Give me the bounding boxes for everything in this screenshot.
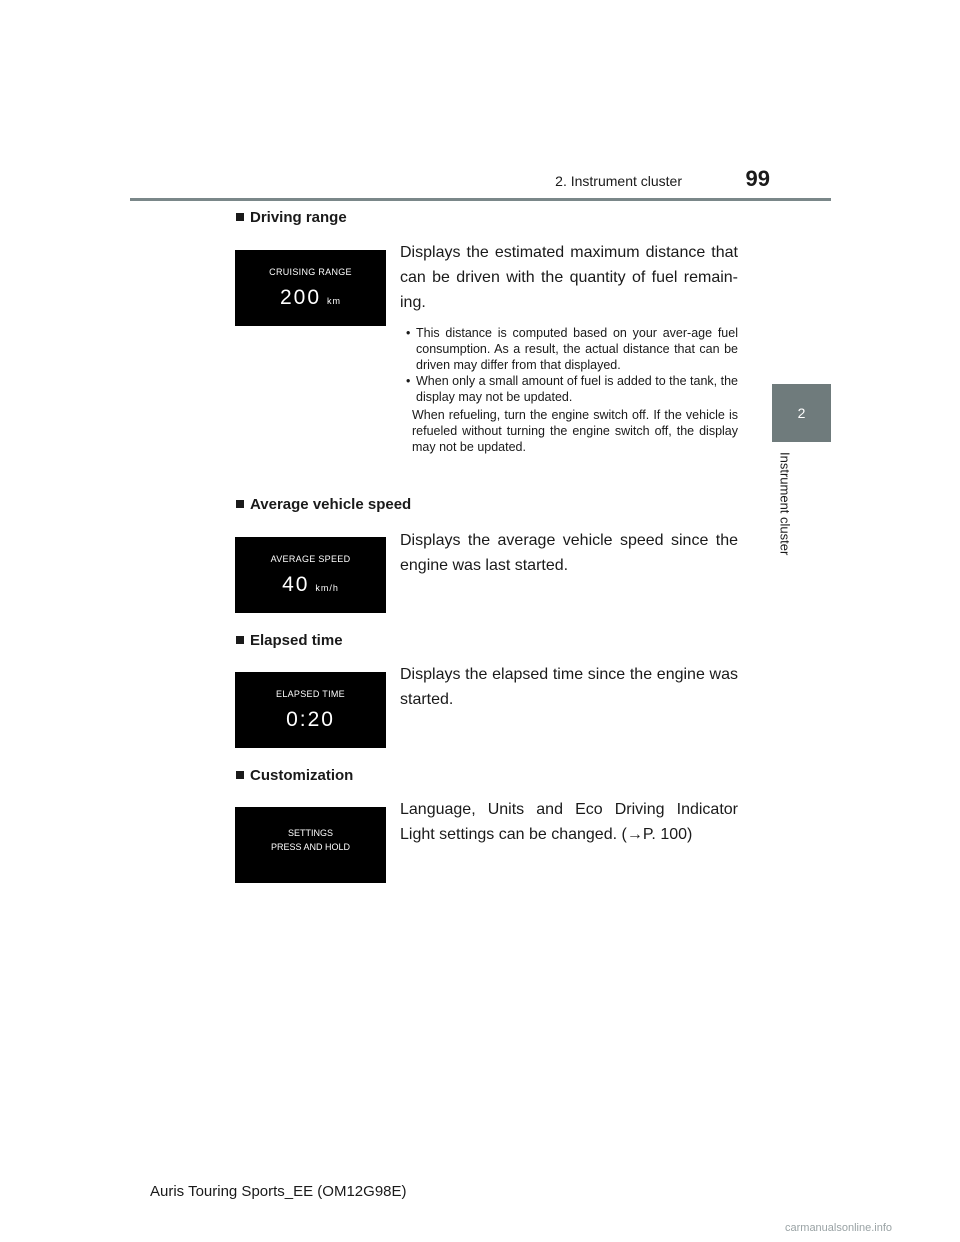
- description-average-speed: Displays the average vehicle speed since the engine was last started.: [400, 532, 738, 574]
- description-elapsed-time: Displays the elapsed time since the engine was started.: [400, 666, 738, 708]
- list-item: • When only a small amount of fuel is added to the tank, the display may not be updated.: [406, 374, 738, 404]
- chapter-label: Instrument cluster: [777, 452, 793, 556]
- display-unit: km: [327, 296, 342, 306]
- description-customization: Language, Units and Eco Driving Indicator Light settings can be changed. (→P. 100): [400, 801, 738, 843]
- square-bullet-icon: [236, 213, 244, 221]
- square-bullet-icon: [236, 500, 244, 508]
- display-unit: km/h: [315, 583, 339, 593]
- display-settings-text: SETTINGS PRESS AND HOLD: [270, 828, 351, 852]
- chapter-tab: 2: [772, 384, 831, 442]
- header-rule: [130, 198, 831, 201]
- display-average-speed: [235, 537, 386, 613]
- heading-customization: Customization: [236, 767, 353, 784]
- display-title: CRUISING RANGE: [269, 267, 352, 277]
- heading-average-speed: Average vehicle speed: [236, 496, 411, 513]
- display-settings: [235, 807, 386, 883]
- heading-elapsed-time: Elapsed time: [236, 632, 343, 649]
- square-bullet-icon: [236, 771, 244, 779]
- notes-driving-range: [400, 325, 738, 455]
- display-elapsed-time: [235, 672, 386, 748]
- display-value: 200 km: [279, 286, 342, 309]
- description-driving-range: Displays the estimated maximum distance that can be driven with the quantity of fuel remain-ing.: [400, 244, 738, 311]
- footer-manual-id: Auris Touring Sports_EE (OM12G98E): [150, 1183, 407, 1200]
- section-title: 2. Instrument cluster: [555, 173, 682, 189]
- list-item: • This distance is computed based on your aver-age fuel consumption. As a result, the actual distance that can be driven may differ from that displayed.: [406, 326, 738, 372]
- refueling-note: When refueling, turn the engine switch off. If the vehicle is refueled without turning the engine switch off, the display may not be updated.: [412, 408, 738, 454]
- display-title: AVERAGE SPEED: [270, 554, 351, 564]
- heading-driving-range: Driving range: [236, 209, 347, 226]
- page-number: 99: [745, 166, 770, 191]
- display-title: ELAPSED TIME: [276, 689, 345, 699]
- watermark: carmanualsonline.info: [785, 1222, 893, 1234]
- square-bullet-icon: [236, 636, 244, 644]
- display-value: 0:20: [286, 708, 335, 731]
- display-cruising-range: [235, 250, 386, 326]
- display-value: 40 km/h: [282, 573, 339, 596]
